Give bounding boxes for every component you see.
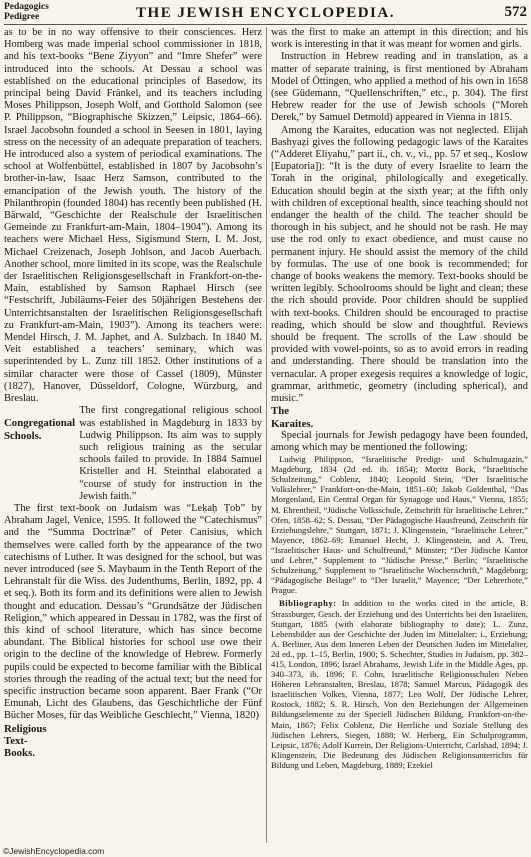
page-number: 572 [504,4,527,20]
paragraph: Among the Karaites, education was not neglected. Elijah Bashyaẓi gives the following pedagogic laws of the Karaites (“Adderet Eliyahu,” part ii., ch. v., vi., pp. 57 et seq., Koslow [Eupatoria]): “It is the duty of every Israelite to learn the Torah in the original, philologically and exegetically. Education should begin at the sixth year; at the fifth only with children of exceptional health, since teaching should not endanger the health of the child. The teacher should be thorough in his subject, and he should not be rash. He may use the rod only to exact obedience, and must cause no permanent injury. He should assist the memory of the child by formulas. The use of one book is recommended; for change of books weakens the memory. Text-books should be written legibly. Schoolrooms should be light and clean; these the rich should provide. Poor children should be supplied with text-books. Children should be encouraged to practise reading, which should be slow and thoughtful. Reviews should be frequent. The scrolls of the Law should be provided with vowel-points, so as to avoid errors in reading and understanding. There should be translation into the vernacular. A proper exegesis requires a knowledge of logic, grammar, arithmetic, geometry (including spherical), and music.” [271,124,528,405]
paragraph: Special journals for Jewish pedagogy have been founded, among which may be mentioned the following: [271,429,528,453]
journal-list [271,454,528,770]
bibliography-text: In addition to the works cited in the article, B. Strassburger, Gesch. der Erziehung und des Unterrichts bei den Israeliten, Stuttgart, 1885 (with elaborate bibliography to date); L. Zunz, Lebensbilder aus der Geschichte der Juden im Mittelalter; i., Erziehung; A. Berliner, Aus dem Inneren Leben der Deutschen Juden im Mittelalter, 2d ed., pp. 1–15, Berlin, 1900; S. Schechter, Studies in Judaism, pp. 382–415, London, 1896; Israel Abrahams, Jewish Life in the Middle Ages, pp. 340–373, ib. 1896; F. Cohn, Israelitische Religionsschulen Neben Höheren Lehranstalten, Breslau, 1878; Samuel Marcus, Pädagogik des Israelitischen Volkes, Vienna, 1877; Leo Wolf, Der Jüdische Lehrer, Rostock, 1882; S. R. Hirsch, Von den Beziehungen der Allgemeinen Bildungselemente zu der Speciell Jüdischen Bildung, Frankfort-on-the-Main, 1867; Felix Coblenz, Die Herrliche und Soziale Stellung des Jüdischen Lehrers, Siegen, 1888; W. Herberg, Ein Schulprogramm, Leipsic, 1876; Adolf Kurrein, Der Religions-Unterricht, Carlsbad, 1894; J. Klingenstein, Die Bedeutung des Jüdischen Religionsunterrichts für Bildung und Leben, Magdeburg, 1889; Ezekiel [271,598,528,770]
congregational-section [4,405,262,503]
side-heading: The Karaites. [271,405,314,430]
paragraph: The first congregational religious school was established in Magdeburg in 1833 by Ludwig Philippson. Its aim was to supply such religious training as the secular schools failed to provide. In 1884 Samuel Kristeller and H. Steinthal elaborated a “course of study for instruction in the Jewish faith.” [79,405,262,502]
section-keyword-bottom: Pedigree [4,12,40,22]
paragraph: as to be in no way offensive to their consciences. Herz Homberg was made imperial school commissioner in 1818, and his text-books “Bene Ẓiyyon” and “Imre Shefer” were introduced into the schools. At Dessau a school was established on the educational principles of Basedow, its principal being David Fränkel, and its teachers including Moses Philippson, Joseph Wolf, and Gotthold Salomon (see P. Philippson, “Biographische Skizzen,” Leipsic, 1864–66). Israel Jacobsohn founded a school in Seesen in 1801, laying stress on the necessity of an adequate preparation of teachers. He introduced also a system of periodical examinations. The school at Wolfenbüttel, established in 1807 by Jacobsohn’s brother-in-law, Isaac Herz Samson, contributed to the emancipation of the Jewish youth. The history of the Philanthropin (founded 1804) has recently been published (H. Bärwald, “Geschichte der Realschule der Israelitischen Gemeinde zu Frankfurt-am-Main, 1804–1904”). Among its teachers were Michael Hess, Sigismund Stern, I. M. Jost, Michael Creizenach, Joseph Johlson, and Jacob Auerbach. Another school, more limited in its scope, was the Realschule der Israelitischen Religionsgesellschaft in Frankfort-on-the-Main, established by Samson Raphael Hirsch (see “Festschrift, Jubiläums-Feier des 50jährigen Bestehens der Unterrichtsanstalten der Israelitischen Religionsgesellschaft zu Frankfurt-am-Main, 1903”). Among its teachers were: Mendel Hirsch, J. M. Japhet, and A. Sulzbach. In 1840 M. Veit established a teachers’ seminary, which was superintended by L. Zunz till 1852. Other institutions of a similar character were those of Cassel (1809), Münster (1827), Hanover, Düsseldorf, Cologne, Würzburg, and Breslau. [4,27,262,405]
paragraph: The first text-book on Judaism was “Leḳaḥ Ṭob” by Abraham Jagel, Venice, 1595. It followed the “Catechismus” and the “Summa Doctrinæ” of Peter Canisius, which themselves were called forth by the appearance of the two catechisms of Luther. It was designed for the school, but was never introduced (see S. Maybaum in the Tenth Report of the Lehranstalt für die Wiss. des Judenthums, Berlin, 1892, pp. 4 et seq.). Both its form and its definitions were alien to Jewish thought and education. Dessau’s “Grundsätze der Jüdischen Religion,” which appeared in Dessau in 1782, was the first of this kind of school literature, which has since become abundant. The Biblical histories for school use owe their origin to the decline of the knowledge of Hebrew. Formerly pupils could be expected to become familiar with the Biblical stories through the reading of the actual text; but the need for specific instruction became soon apparent. Baer Frank (“Or Emunah, Licht des Glaubens, das Geschichtliche der Fünf Bücher Moses, für das Weibliche Geschlecht,” Vienna, 1820) [4,502,262,722]
left-column [4,27,262,843]
religious-section [4,723,262,760]
footer-credit: ©JewishEncyclopedia.com [3,846,105,856]
journal-text: Ludwig Philippson, “Israelitische Predigt- und Schulmagazin,” Magdeburg, 1834 (2d ed. ib. 1854); Moritz Bock, “Israelitische Schulzeitung,” Coblenz, 1840; Leopold Stein, “Der Israelitische Volkslehrer,” Frankfort-on-the-Main, 1851–60; Jakob Goldenthal, “Das Morgenland, Ein Central Organ für Synagoge und Haus,” Vienna, 1855; M. Ehrentheil, “Jüdische Volksschule, Zeitschrift für Israelitische Lehrer,” Ofen, 1858–62; S. Dessau, “Der Pädagogische Hausfreund, Zeitschrift für Erziehungslehre,” Stuttgart, 1871; J. Klingenstein, “Israelitische Lehrer,” Mayence, 1862–69; Emanuel Hecht, J. Klingenstein, and A. Treu, “Israelitischer Haus- und Schulfreund,” Münster; “Der Jüdische Kantor und Lehrer,” Supplement to “Jüdische Presse,” Berlin; “Israelitische Schulzeitung,” Supplement to “Israelitische Wochenschrift,” Magdeburg; “Pädagogische Beilage” to “Der Israelit,” Mayence; “Der Lehrerbote,” Prague. [271,454,528,596]
side-heading: Religious Text-Books. [4,722,47,759]
column-divider [266,27,267,843]
paragraph: Instruction in Hebrew reading and in translation, as a matter of separate training, is first mentioned by Abraham Model of Öttingen, who applied a method of his own in 1658 (see Güdemann, “Quellenschriften,” etc., p. 304). The first Hebrew reader for the use of Jewish schools (“Moreh Derek,” by Samuel Detmold) appeared in Vienna in 1815. [271,51,528,124]
page-header [4,2,527,25]
side-heading: Congregational Schools. [4,417,76,442]
bibliography [271,598,528,770]
karaites-section [271,405,528,429]
section-keyword-top: Pedagogics [4,2,49,12]
page-title: THE JEWISH ENCYCLOPEDIA. [136,5,395,21]
paragraph: was the first to make an attempt in this direction; and his work is interesting in that it was meant for women and girls. [271,27,528,51]
bibliography-label: Bibliography: [279,598,337,609]
right-column [271,27,528,843]
